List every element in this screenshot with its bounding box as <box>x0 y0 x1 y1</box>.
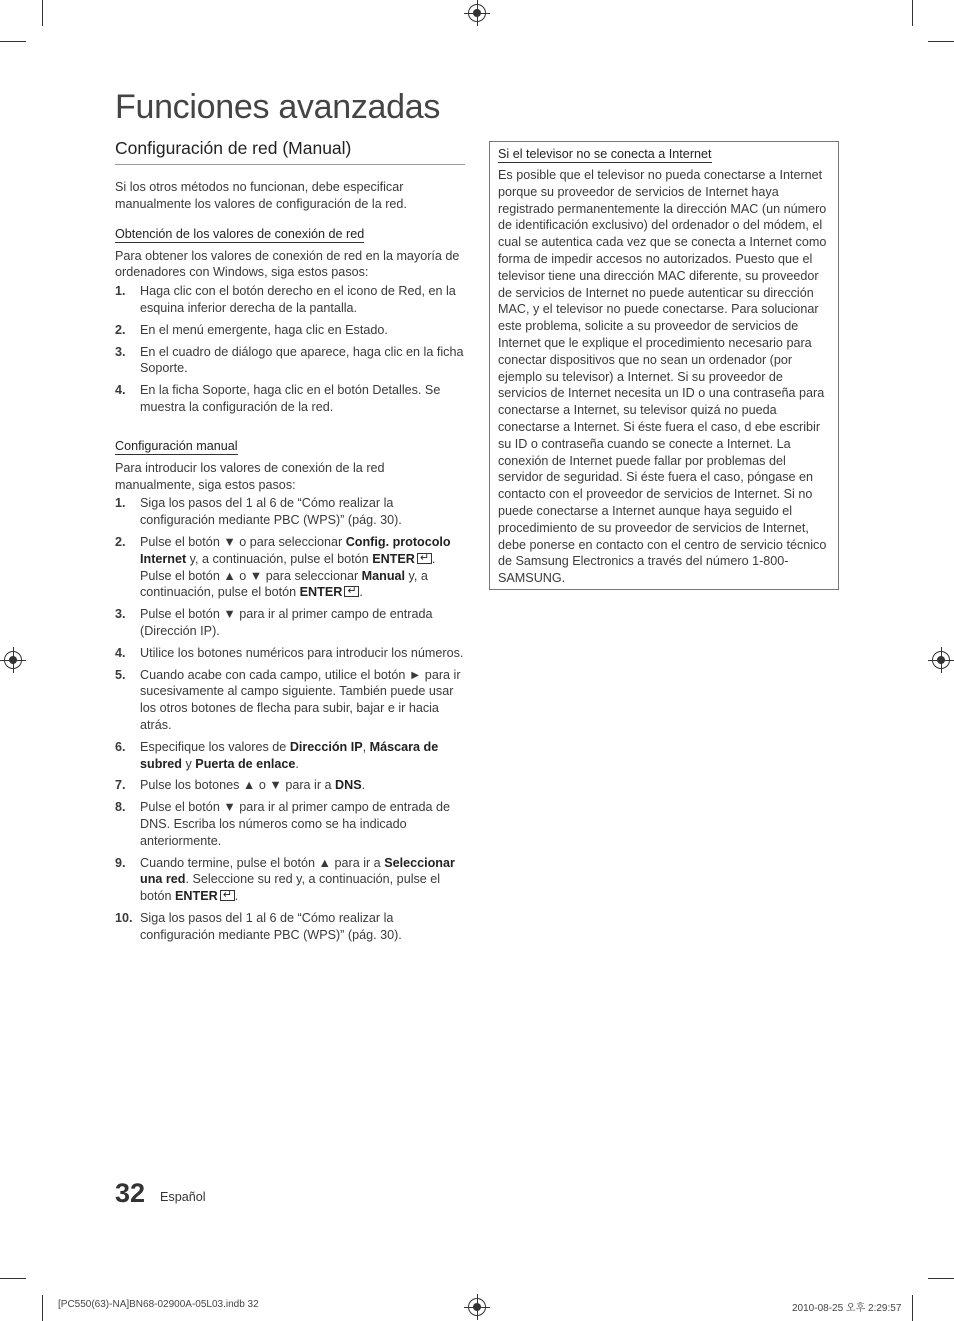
list-item: 2. Pulse el botón ▼ o para seleccionar Config. protocolo Internet y, a continuación, pulse el botón ENTER↵ . Pulse el botón ▲ o ▼ para seleccionar Manual y, a continuación, pulse el botón ENTER↵ . <box>115 534 465 601</box>
registration-mark-icon <box>468 1298 486 1316</box>
crop-mark <box>0 1278 26 1279</box>
note-box <box>489 141 839 590</box>
list-item: 5. Cuando acabe con cada campo, utilice el botón ► para ir sucesivamente al campo siguiente. También puede usar los otros botones de flecha para subir, bajar e ir hacia atrás. <box>115 667 461 732</box>
crop-mark <box>42 0 43 26</box>
crop-mark <box>912 0 913 26</box>
note-box-text: Es posible que el televisor no pueda conectarse a Internet porque su proveedor de servicios de Internet haya registrado permanentemente la dirección MAC (un número de identificación exclusivo) del ordenador o del módem, el cual se autentica cada vez que se conecta a Internet como forma de impedir accesos no autorizados. Puesto que el televisor tiene una dirección MAC diferente, su proveedor de servicios de Internet no puede autenticar su dirección MAC, y el televisor no puede conectarse. Para solucionar este problema, solicite a su proveedor de servicios de Internet que le explique el procedimiento necesario para conectar dispositivos que no sean un ordenador (por ejemplo su televisor) a Internet. Si su proveedor de servicios de Internet necesita un ID o una contraseña para conectarse a Internet, su televisor quizá no pueda conectarse a Internet. Si éste fuera el caso, d ebe escribir su ID o contraseña cuando se conecte a Internet. La conexión de Internet puede fallar por problemas del servidor de seguridad. Si éste fuera el caso, póngase en contacto con el proveedor de servicios de Internet. Si no puede conectarse a Internet aunque haya seguido el procedimiento de su proveedor de servicios de Internet, debe ponerse en contacto con el centro de servicio técnico de Samsung Electronics a través del número 1-800-SAMSUNG. <box>498 168 827 586</box>
crop-mark <box>42 1295 43 1321</box>
manual-steps <box>115 495 465 943</box>
obtain-intro: Para obtener los valores de conexión de red en la mayoría de ordenadores con Windows, siga estos pasos: <box>115 248 460 280</box>
obtain-steps <box>115 283 465 416</box>
footer-timestamp: 2010-08-25 오후 2:29:57 <box>792 1303 902 1314</box>
list-item: 3. En el cuadro de diálogo que aparece, haga clic en la ficha Soporte. <box>115 344 464 376</box>
subheading-obtain: Obtención de los valores de conexión de red <box>115 226 365 241</box>
crop-mark <box>928 41 954 42</box>
manual-intro: Para introducir los valores de conexión de la red manualmente, siga estos pasos: <box>115 460 385 492</box>
footer-file: [PC550(63)-NA]BN68-02900A-05L03.indb 32 <box>58 1299 259 1310</box>
list-item: 9. Cuando termine, pulse el botón ▲ para ir a Seleccionar una red. Seleccione su red y, a continuación, pulse el botón ENTER↵ . <box>115 855 465 905</box>
note-box-title: Si el televisor no se conecta a Internet <box>498 147 712 161</box>
intro-text: Si los otros métodos no funcionan, debe especificar manualmente los valores de configuración de la red. <box>115 180 407 211</box>
list-item: 7. Pulse los botones ▲ o ▼ para ir a DNS. <box>115 778 366 793</box>
left-column <box>115 138 465 948</box>
list-item: 4. Utilice los botones numéricos para introducir los números. <box>115 645 464 660</box>
list-item: 1. Siga los pasos del 1 al 6 de “Cómo realizar la configuración mediante PBC (WPS)” (pág. 30). <box>115 496 402 528</box>
subheading-manual: Configuración manual <box>115 438 238 453</box>
section-title: Configuración de red (Manual) <box>115 138 465 165</box>
page-language: Español <box>160 1190 206 1204</box>
crop-mark <box>928 1278 954 1279</box>
enter-icon <box>344 586 359 597</box>
registration-mark-icon <box>4 651 22 669</box>
crop-mark <box>912 1295 913 1321</box>
list-item: 3. Pulse el botón ▼ para ir al primer campo de entrada (Dirección IP). <box>115 607 433 638</box>
list-item: 1. Haga clic con el botón derecho en el icono de Red, en la esquina inferior derecha de la pantalla. <box>115 284 456 315</box>
list-item: 4. En la ficha Soporte, haga clic en el botón Detalles. Se muestra la configuración de la red. <box>115 383 441 414</box>
page-title: Funciones avanzadas <box>115 88 441 126</box>
registration-mark-icon <box>468 4 486 22</box>
list-item: 2. En el menú emergente, haga clic en Estado. <box>115 322 388 337</box>
list-item: 6. Especifique los valores de Dirección IP, Máscara de subred y Puerta de enlace. <box>115 739 439 771</box>
crop-mark <box>0 41 26 42</box>
page-number: 32 <box>115 1178 146 1208</box>
list-item: 8. Pulse el botón ▼ para ir al primer campo de entrada de DNS. Escriba los números como se ha indicado anteriormente. <box>115 800 450 848</box>
list-item: 10. Siga los pasos del 1 al 6 de “Cómo realizar la configuración mediante PBC (WPS)” (pág. 30). <box>115 910 402 942</box>
enter-icon <box>220 890 235 901</box>
registration-mark-icon <box>932 651 950 669</box>
enter-icon <box>417 553 432 564</box>
